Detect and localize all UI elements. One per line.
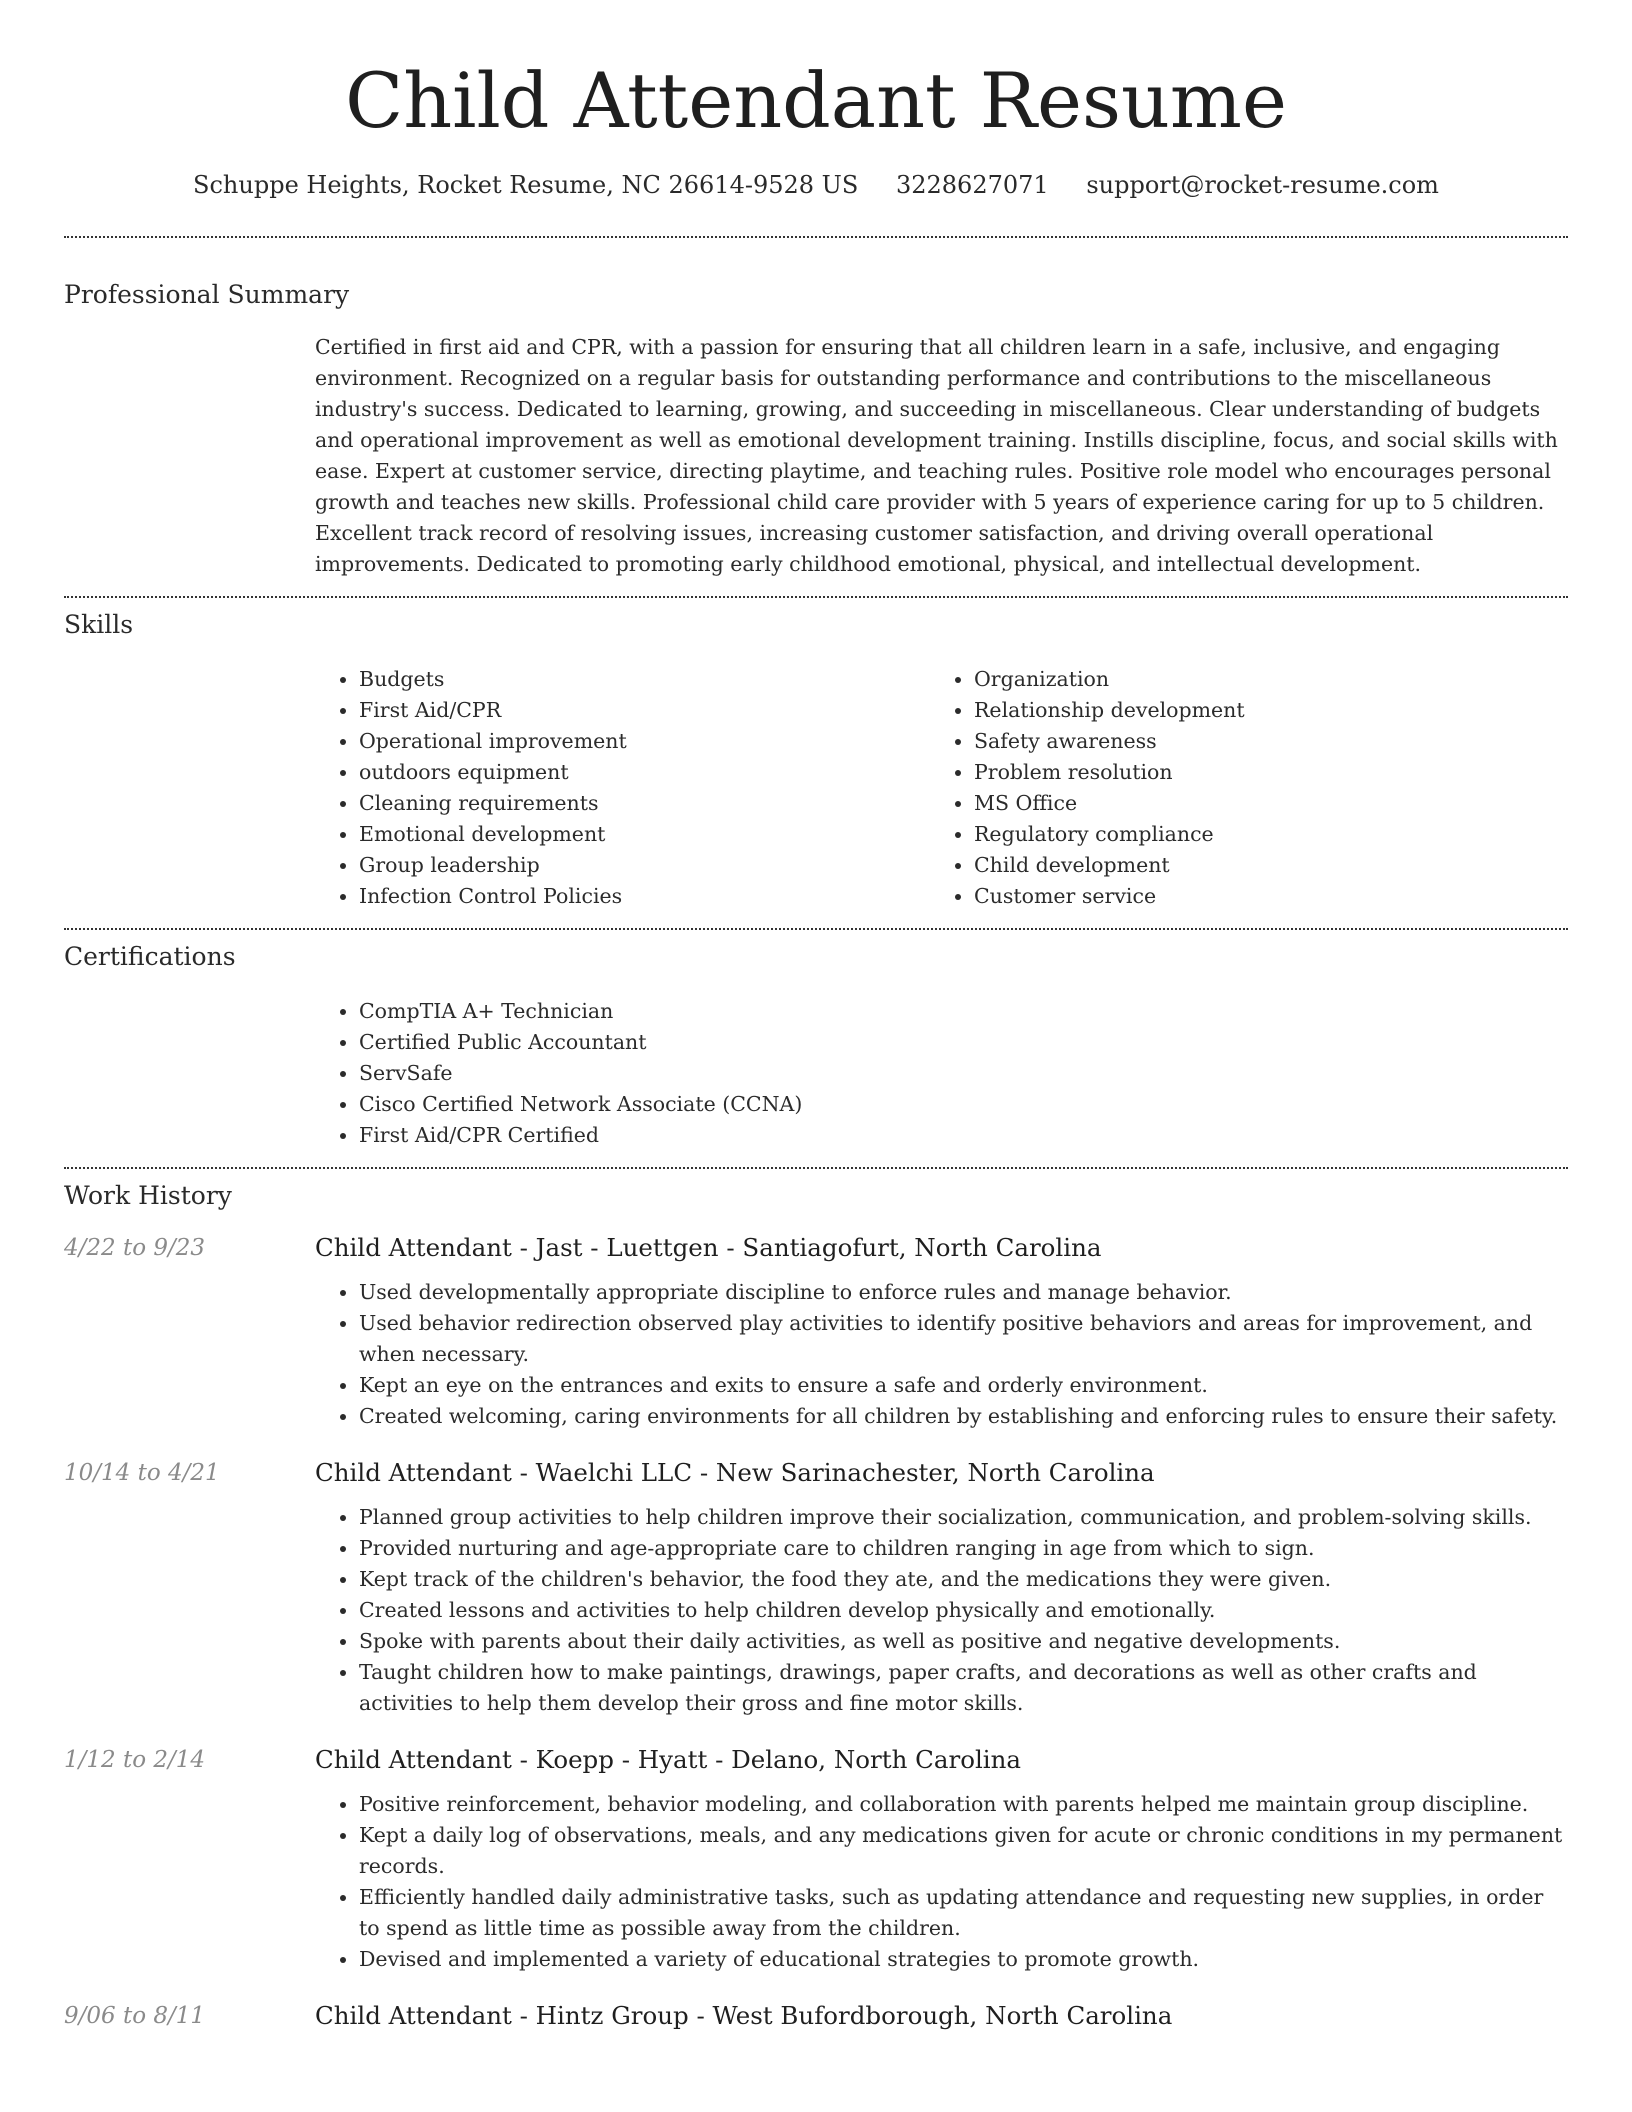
contact-address: Schuppe Heights, Rocket Resume, NC 26614-9528 US bbox=[193, 171, 859, 199]
job-dates: 4/22 to 9/23 bbox=[64, 1235, 206, 1261]
skills-list-right bbox=[930, 664, 1545, 912]
list-item: • Safety awareness bbox=[974, 726, 1545, 757]
list-item: • Operational improvement bbox=[359, 726, 930, 757]
summary-heading: Professional Summary bbox=[64, 280, 350, 309]
job-duties-list bbox=[315, 1277, 1568, 1432]
list-item: • Efficiently handled daily administrative tasks, such as updating attendance and requesting new supplies, in order to spend as little time as possible away from the children. bbox=[359, 1882, 1568, 1944]
resume-title: Child Attendant Resume bbox=[345, 56, 1287, 145]
list-item: • Cisco Certified Network Associate (CCNA) bbox=[359, 1089, 1568, 1120]
summary-body bbox=[315, 332, 1568, 580]
list-item: • CompTIA A+ Technician bbox=[359, 996, 1568, 1027]
list-item: • Kept a daily log of observations, meals, and any medications given for acute or chronic conditions in my permanent records. bbox=[359, 1820, 1568, 1882]
job-entry bbox=[64, 1743, 1568, 1975]
list-item: • Planned group activities to help children improve their socialization, communication, and problem-solving skills. bbox=[359, 1502, 1568, 1533]
certifications-heading: Certifications bbox=[64, 942, 236, 971]
list-item: • Created welcoming, caring environments for all children by establishing and enforcing rules to ensure their safety. bbox=[359, 1401, 1568, 1432]
resume-page bbox=[64, 0, 1568, 2045]
summary-section bbox=[64, 238, 1568, 596]
job-dates: 1/12 to 2/14 bbox=[64, 1747, 206, 1773]
list-item: • Created lessons and activities to help children develop physically and emotionally. bbox=[359, 1595, 1568, 1626]
list-item: • MS Office bbox=[974, 788, 1545, 819]
list-item: • Customer service bbox=[974, 881, 1545, 912]
job-title: Child Attendant - Jast - Luettgen - Santiagofurt, North Carolina bbox=[315, 1233, 1102, 1262]
job-title: Child Attendant - Waelchi LLC - New Sarinachester, North Carolina bbox=[315, 1458, 1155, 1487]
job-duties-list bbox=[315, 1502, 1568, 1719]
list-item: • Problem resolution bbox=[974, 757, 1545, 788]
list-item: • Used developmentally appropriate discipline to enforce rules and manage behavior. bbox=[359, 1277, 1568, 1308]
list-item: • Group leadership bbox=[359, 850, 930, 881]
skills-column-left bbox=[315, 664, 930, 912]
job-details bbox=[315, 1231, 1568, 1432]
list-item: • Child development bbox=[974, 850, 1545, 881]
list-item: • Emotional development bbox=[359, 819, 930, 850]
list-item: • Positive reinforcement, behavior modeling, and collaboration with parents helped me maintain group discipline. bbox=[359, 1789, 1568, 1820]
list-item: • ServSafe bbox=[359, 1058, 1568, 1089]
list-item: • Infection Control Policies bbox=[359, 881, 930, 912]
certifications-section bbox=[64, 930, 1568, 1167]
job-details bbox=[315, 1743, 1568, 1975]
job-details bbox=[315, 1456, 1568, 1719]
list-item: • Used behavior redirection observed play activities to identify positive behaviors and areas for improvement, and when necessary. bbox=[359, 1308, 1568, 1370]
list-item: • Kept track of the children's behavior, the food they ate, and the medications they were given. bbox=[359, 1564, 1568, 1595]
list-item: • First Aid/CPR bbox=[359, 695, 930, 726]
skills-list-left bbox=[315, 664, 930, 912]
job-details bbox=[315, 1999, 1568, 2045]
list-item: • outdoors equipment bbox=[359, 757, 930, 788]
contact-email: support@rocket-resume.com bbox=[1086, 171, 1439, 199]
skills-heading: Skills bbox=[64, 610, 134, 639]
work-history-heading: Work History bbox=[64, 1181, 232, 1210]
list-item: • Taught children how to make paintings, drawings, paper crafts, and decorations as well as other crafts and activities to help them develop their gross and fine motor skills. bbox=[359, 1657, 1568, 1719]
list-item: • First Aid/CPR Certified bbox=[359, 1120, 1568, 1151]
job-title: Child Attendant - Hintz Group - West Bufordborough, North Carolina bbox=[315, 2001, 1173, 2030]
list-item: • Budgets bbox=[359, 664, 930, 695]
list-item: • Certified Public Accountant bbox=[359, 1027, 1568, 1058]
list-item: • Regulatory compliance bbox=[974, 819, 1545, 850]
job-list bbox=[64, 1231, 1568, 2045]
job-entry bbox=[64, 1999, 1568, 2045]
job-dates: 10/14 to 4/21 bbox=[64, 1460, 220, 1486]
list-item: • Provided nurturing and age-appropriate care to children ranging in age from which to sign. bbox=[359, 1533, 1568, 1564]
certifications-list bbox=[315, 996, 1568, 1151]
contact-line bbox=[64, 168, 1568, 202]
job-duties-list bbox=[315, 1789, 1568, 1975]
list-item: • Cleaning requirements bbox=[359, 788, 930, 819]
list-item: • Relationship development bbox=[974, 695, 1545, 726]
summary-text: Certified in first aid and CPR, with a passion for ensuring that all children learn in a safe, inclusive, and engaging environment. Recognized on a regular basis for outstanding performance and contributions to the miscellaneous industry's success. Dedicated to learning, growing, and succeeding in miscellaneous. Clear understanding of budgets and operational improvement as well as emotional development training. Instills discipline, focus, and social skills with ease. Expert at customer service, directing playtime, and teaching rules. Positive role model who encourages personal growth and teaches new skills. Professional child care provider with 5 years of experience caring for up to 5 children. Excellent track record of resolving issues, increasing customer satisfaction, and driving overall operational improvements. Dedicated to promoting early childhood emotional, physical, and intellectual development. bbox=[315, 335, 1558, 576]
job-entry bbox=[64, 1231, 1568, 1432]
skills-column-right bbox=[930, 664, 1545, 912]
skills-body bbox=[315, 664, 1568, 912]
skills-section bbox=[64, 598, 1568, 928]
certifications-body bbox=[315, 996, 1568, 1151]
list-item: • Devised and implemented a variety of educational strategies to promote growth. bbox=[359, 1944, 1568, 1975]
job-title: Child Attendant - Koepp - Hyatt - Delano, North Carolina bbox=[315, 1745, 1022, 1774]
job-entry bbox=[64, 1456, 1568, 1719]
list-item: • Kept an eye on the entrances and exits to ensure a safe and orderly environment. bbox=[359, 1370, 1568, 1401]
job-dates: 9/06 to 8/11 bbox=[64, 2003, 206, 2029]
work-history-section bbox=[64, 1169, 1568, 2045]
contact-phone: 3228627071 bbox=[895, 171, 1049, 199]
list-item: • Spoke with parents about their daily activities, as well as positive and negative developments. bbox=[359, 1626, 1568, 1657]
list-item: • Organization bbox=[974, 664, 1545, 695]
